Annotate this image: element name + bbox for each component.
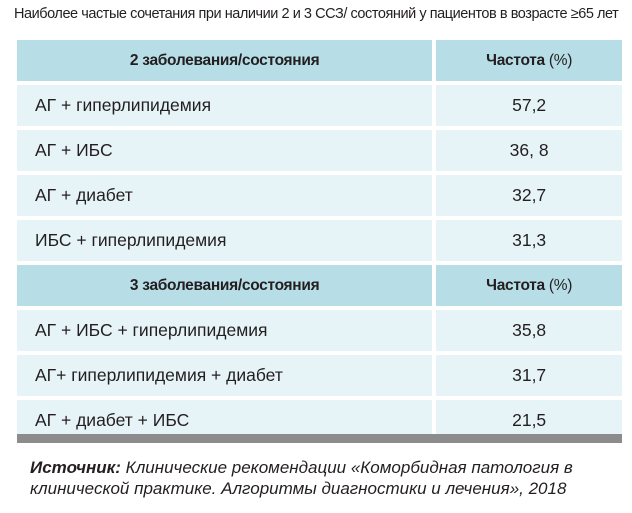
table-row [17,85,622,126]
table-bottom-bar [17,434,622,443]
header-conditions-label: 2 заболевания/состояния [17,40,432,81]
combo-cell: АГ + ИБС + гиперлипидемия [17,310,432,351]
table-row [17,310,622,351]
frequency-cell: 21,5 [436,400,622,441]
header-frequency-label: Частота [486,51,545,69]
table-row [17,355,622,396]
combo-cell: АГ + ИБС [17,130,432,171]
frequency-cell: 36, 8 [436,130,622,171]
header-frequency-unit: (%) [548,51,573,69]
frequency-cell: 35,8 [436,310,622,351]
table-row [17,175,622,216]
frequency-cell: 57,2 [436,85,622,126]
combo-cell: АГ+ гиперлипидемия + диабет [17,355,432,396]
combo-cell: АГ + диабет + ИБС [17,400,432,441]
header-frequency [436,265,622,306]
header-frequency [436,40,622,81]
frequency-cell: 31,7 [436,355,622,396]
table-header-3-conditions [17,265,622,306]
header-frequency-label: Частота [486,276,545,294]
table-row [17,220,622,261]
table-header-2-conditions [17,40,622,81]
source-text: Клинические рекомендации «Коморбидная патология в клинической практике. Алгоритмы диагностики и лечения», 2018 [30,458,573,498]
combo-cell: АГ + гиперлипидемия [17,85,432,126]
table-row [17,130,622,171]
source-note [30,457,620,499]
header-frequency-unit: (%) [548,276,573,294]
frequency-cell: 32,7 [436,175,622,216]
combo-cell: ИБС + гиперлипидемия [17,220,432,261]
header-conditions-label: 3 заболевания/состояния [17,265,432,306]
table-caption: Наиболее частые сочетания при наличии 2 и 3 ССЗ/ состояний у пациентов в возрасте ≥65 лет [14,6,619,22]
comorbidity-table [17,40,622,445]
source-label: Источник: [30,458,121,477]
combo-cell: АГ + диабет [17,175,432,216]
frequency-cell: 31,3 [436,220,622,261]
